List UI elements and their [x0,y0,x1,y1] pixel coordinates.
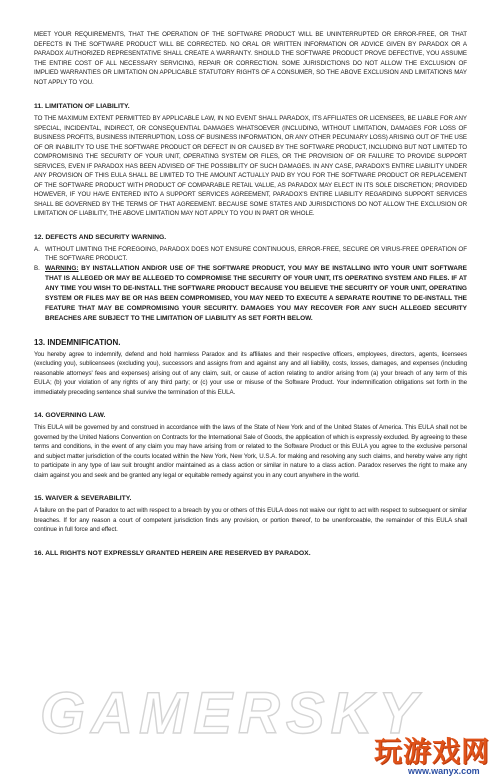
warning-label: WARNING: [45,264,79,272]
section-15-heading: 15. WAIVER & SEVERABILITY. [34,495,132,502]
site-logo-url: www.wanyx.com [408,766,480,776]
list-item-a [34,245,467,264]
list-marker-b: B. [34,264,40,272]
section-15-text: A failure on the part of Paradox to act with respect to a breach by you or others of this EULA does not waive our right to act with respect to subsequent or similar breaches. If for any reason a court of competent jurisdiction finds any provision, or portion thereof, to be unenforceable, the remainder of this EULA shall continue in full force and effect. [34,507,467,533]
section-12 [34,233,467,324]
section-14 [34,411,467,480]
site-logo-text: 玩游戏网 [374,735,491,768]
section-14-text: This EULA will be governed by and construed in accordance with the laws of the State of New York and of the United States of America. This EULA shall not be governed by the United Nations Convention on Contracts for the International Sale of Goods, the application of which is expressly excluded. By agreeing to these terms and conditions, in the event of any claim you may have arising from or related to the Software Product or this EULA you agree to the exclusive personal and subject matter jurisdiction of the courts located within the New York, New York, U.S.A. for making and resolving any such claims, and hereby waive any right to participate in any type of law suit brought and/or maintained as a class action or similar in nature to a class action. Paradox reserves the right to make any claim against you and seek and be granted any legal or equitable remedy against you in any court anywhere in the world. [34,424,467,479]
list-marker-a: A. [34,245,40,253]
section-11-heading: 11. LIMITATION OF LIABILITY. [34,103,130,110]
section-11 [34,102,467,219]
list-item-a-text: WITHOUT LIMITING THE FOREGOING, PARADOX DOES NOT ENSURE CONTINUOUS, ERROR-FREE, SECURE OR VIRUS-FREE OPERATION OF THE SOFTWARE PRODUCT. [45,245,467,262]
list-item-b [34,264,467,324]
section-13 [34,338,467,398]
section-13-text: You hereby agree to indemnify, defend and hold harmless Paradox and its affiliates and their respective officers, employees, directors, agents, licensees (excluding you), sublicensees (excluding you), successors and assigns from and against any and all liability, costs, losses, damages, and expenses (including reasonable attorneys' fees and expenses) arising out of any claim, suit, or cause of action relating to and/or arising from (a) your breach of any term of this EULA; (b) your violation of any rights of any third party; or (c) your use or misuse of the Software Product. Your indemnification obligations set forth in the immediately preceding sentence shall survive the termination of this EULA. [34,350,467,396]
list-item-b-text [45,264,467,324]
section-15 [34,494,467,535]
document-page [34,30,467,572]
gamersky-watermark: GAMERSKY [40,681,424,746]
warning-body: BY INSTALLATION AND/OR USE OF THE SOFTWARE PRODUCT, YOU MAY BE INSTALLING INTO YOUR UNIT SOFTWARE THAT IS ALLEGED OR MAY BE ALLEGED TO COMPROMISE THE SECURITY OF YOUR UNIT, ITS OPERATING SYSTEM AND FILES. IF AT ANY TIME YOU WISH TO DE-INSTALL THE SOFTWARE PRODUCT BECAUSE YOU BELIEVE THE SECURITY OF YOUR UNIT, OPERATING SYSTEM OR FILES MAY BE OR HAS BEEN COMPROMISED, YOU MAY NEED TO EXECUTE A SEPARATE ROUTINE TO DE-INSTALL THE FEATURE THAT MAY BE COMPROMISING YOUR SECURITY. DAMAGES YOU MAY RECOVER FOR ANY SUCH ALLEGED SECURITY BREACHES ARE SUBJECT TO THE LIMITATION OF LIABILITY AS SET FORTH BELOW. [45,264,467,322]
section-12-heading: 12. DEFECTS AND SECURITY WARNING. [34,233,167,241]
section-13-heading: 13. INDEMNIFICATION. [34,337,121,347]
site-logo [370,730,498,780]
section-14-heading: 14. GOVERNING LAW. [34,412,106,419]
section-11-text: TO THE MAXIMUM EXTENT PERMITTED BY APPLICABLE LAW, IN NO EVENT SHALL PARADOX, ITS AFFILIATES OR LICENSEES, BE LIABLE FOR ANY SPECIAL, INCIDENTAL, INDIRECT, OR CONSEQUENTIAL DAMAGES WHATSOEVER (INCLUDING, WITHOUT LIMITATION, DAMAGES FOR LOSS OF BUSINESS PROFITS, BUSINESS INTERRUPTION, LOSS OF BUSINESS INFORMATION, OR ANY OTHER PECUNIARY LOSS) ARISING OUT OF THE USE OF OR INABILITY TO USE THE SOFTWARE PRODUCT OR DEFECT IN OR CAUSED BY THE SOFTWARE PRODUCT, INCLUDING BUT NOT LIMITED TO COMPROMISING THE SECURITY OF YOUR UNIT, OPERATING SYSTEM OR FILES, OR THE PROVISION OF OR FAILURE TO PROVIDE SUPPORT SERVICES, EVEN IF PARADOX HAS BEEN ADVISED OF THE POSSIBILITY OF SUCH DAMAGES. IN ANY CASE, PARADOX'S ENTIRE LIABILITY UNDER ANY PROVISION OF THIS EULA SHALL BE LIMITED TO THE AMOUNT ACTUALLY PAID BY YOU FOR THE SOFTWARE PRODUCT OR REPLACEMENT OF THE SOFTWARE PRODUCT WITH PRODUCT OF COMPARABLE RETAIL VALUE, AS PARADOX MAY ELECT IN ITS SOLE DISCRETION; PROVIDED HOWEVER, IF YOU HAVE ENTERED INTO A SUPPORT SERVICES AGREEMENT, PARADOX'S ENTIRE LIABILITY REGARDING SUPPORT SERVICES SHALL BE GOVERNED BY THE TERMS OF THAT AGREEMENT. BECAUSE SOME STATES AND JURISDICTIONS DO NOT ALLOW THE EXCLUSION OR LIMITATION OF LIABILITY, THE ABOVE LIMITATION MAY NOT APPLY TO YOU IN PART OR WHOLE. [34,115,467,217]
section-16-heading: 16. ALL RIGHTS NOT EXPRESSLY GRANTED HEREIN ARE RESERVED BY PARADOX. [34,549,311,557]
section-16 [34,549,467,558]
intro-paragraph: MEET YOUR REQUIREMENTS, THAT THE OPERATION OF THE SOFTWARE PRODUCT WILL BE UNINTERRUPTED OR ERROR-FREE, OR THAT DEFECTS IN THE SOFTWARE PRODUCT WILL BE CORRECTED. NO ORAL OR WRITTEN INFORMATION OR ADVICE GIVEN BY PARADOX OR A PARADOX AUTHORIZED REPRESENTATIVE SHALL CREATE A WARRANTY. SHOULD THE SOFTWARE PRODUCT PROVE DEFECTIVE, YOU ASSUME THE ENTIRE COST OF ALL NECESSARY SERVICING, REPAIR OR CORRECTION. SOME JURISDICTIONS DO NOT ALLOW THE EXCLUSION OF IMPLIED WARRANTIES OR LIMITATION ON APPLICABLE STATUTORY RIGHTS OF A CONSUMER, SO THE ABOVE EXCLUSION AND LIMITATIONS MAY NOT APPLY TO YOU. [34,31,467,86]
